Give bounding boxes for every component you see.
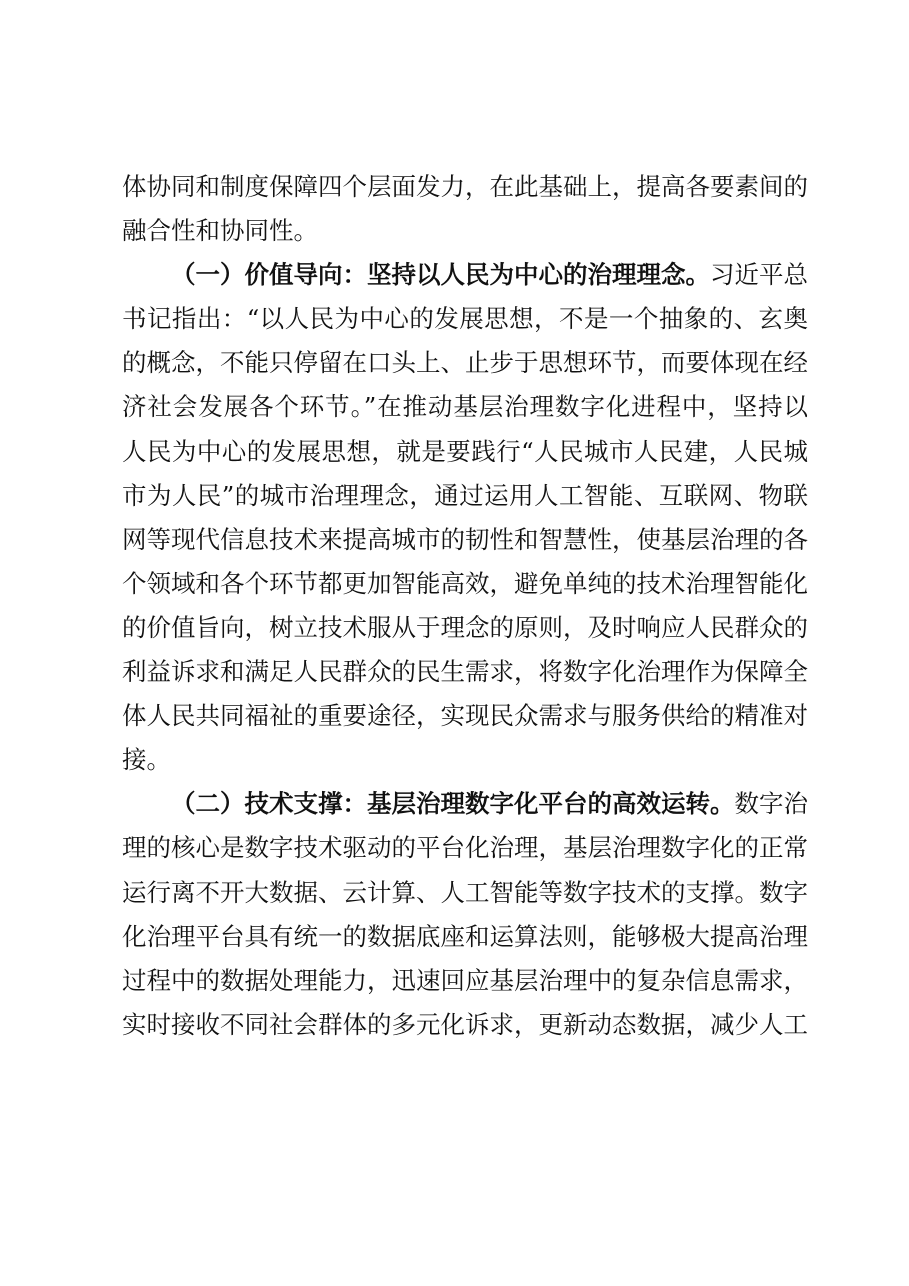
text-line: 理的核心是数字技术驱动的平台化治理，基层治理数字化的正常 — [122, 833, 808, 863]
heading-line — [122, 782, 808, 826]
text-line: 的概念，不能只停留在口头上、止步于思想环节，而要体现在经 — [122, 348, 808, 378]
text-line: 融合性和协同性。 — [122, 216, 318, 246]
heading-line — [122, 253, 808, 297]
text-line: 体协同和制度保障四个层面发力，在此基础上，提高各要素间的 — [122, 172, 808, 201]
text-line: 接。 — [122, 745, 171, 775]
text-line: 利益诉求和满足人民群众的民生需求，将数字化治理作为保障全 — [122, 657, 808, 687]
text-line: 运行离不开大数据、云计算、人工智能等数字技术的支撑。数字 — [122, 877, 808, 907]
text-line: 实时接收不同社会群体的多元化诉求，更新动态数据，减少人工 — [122, 1009, 808, 1039]
text-line: 人民为中心的发展思想，就是要践行“人民城市人民建，人民城 — [122, 436, 808, 466]
text-line: 书记指出：“以人民为中心的发展思想，不是一个抽象的、玄奥 — [122, 304, 808, 334]
text-line: 体人民共同福祉的重要途径，实现民众需求与服务供给的精准对 — [122, 701, 808, 731]
text-line: 化治理平台具有统一的数据底座和运算法则，能够极大提高治理 — [122, 921, 808, 951]
text-line: 过程中的数据处理能力，迅速回应基层治理中的复杂信息需求， — [122, 965, 808, 995]
text-line: 的价值旨向，树立技术服从于理念的原则，及时响应人民群众的 — [122, 612, 808, 642]
text-line: 个领域和各个环节都更加智能高效，避免单纯的技术治理智能化 — [122, 568, 808, 598]
text-run: 习近平总 — [710, 260, 808, 290]
section-heading-1: （一）价值导向：坚持以人民为中心的治理理念。 — [171, 260, 710, 290]
text-line: 网等现代信息技术来提高城市的韧性和智慧性，使基层治理的各 — [122, 524, 808, 554]
text-line: 济社会发展各个环节。”在推动基层治理数字化进程中，坚持以 — [122, 392, 808, 422]
section-heading-2: （二）技术支撑：基层治理数字化平台的高效运转。 — [171, 789, 735, 819]
text-run: 数字治 — [734, 789, 808, 819]
document-page — [122, 165, 808, 1047]
text-line: 市为人民”的城市治理理念，通过运用人工智能、互联网、物联 — [122, 480, 808, 510]
